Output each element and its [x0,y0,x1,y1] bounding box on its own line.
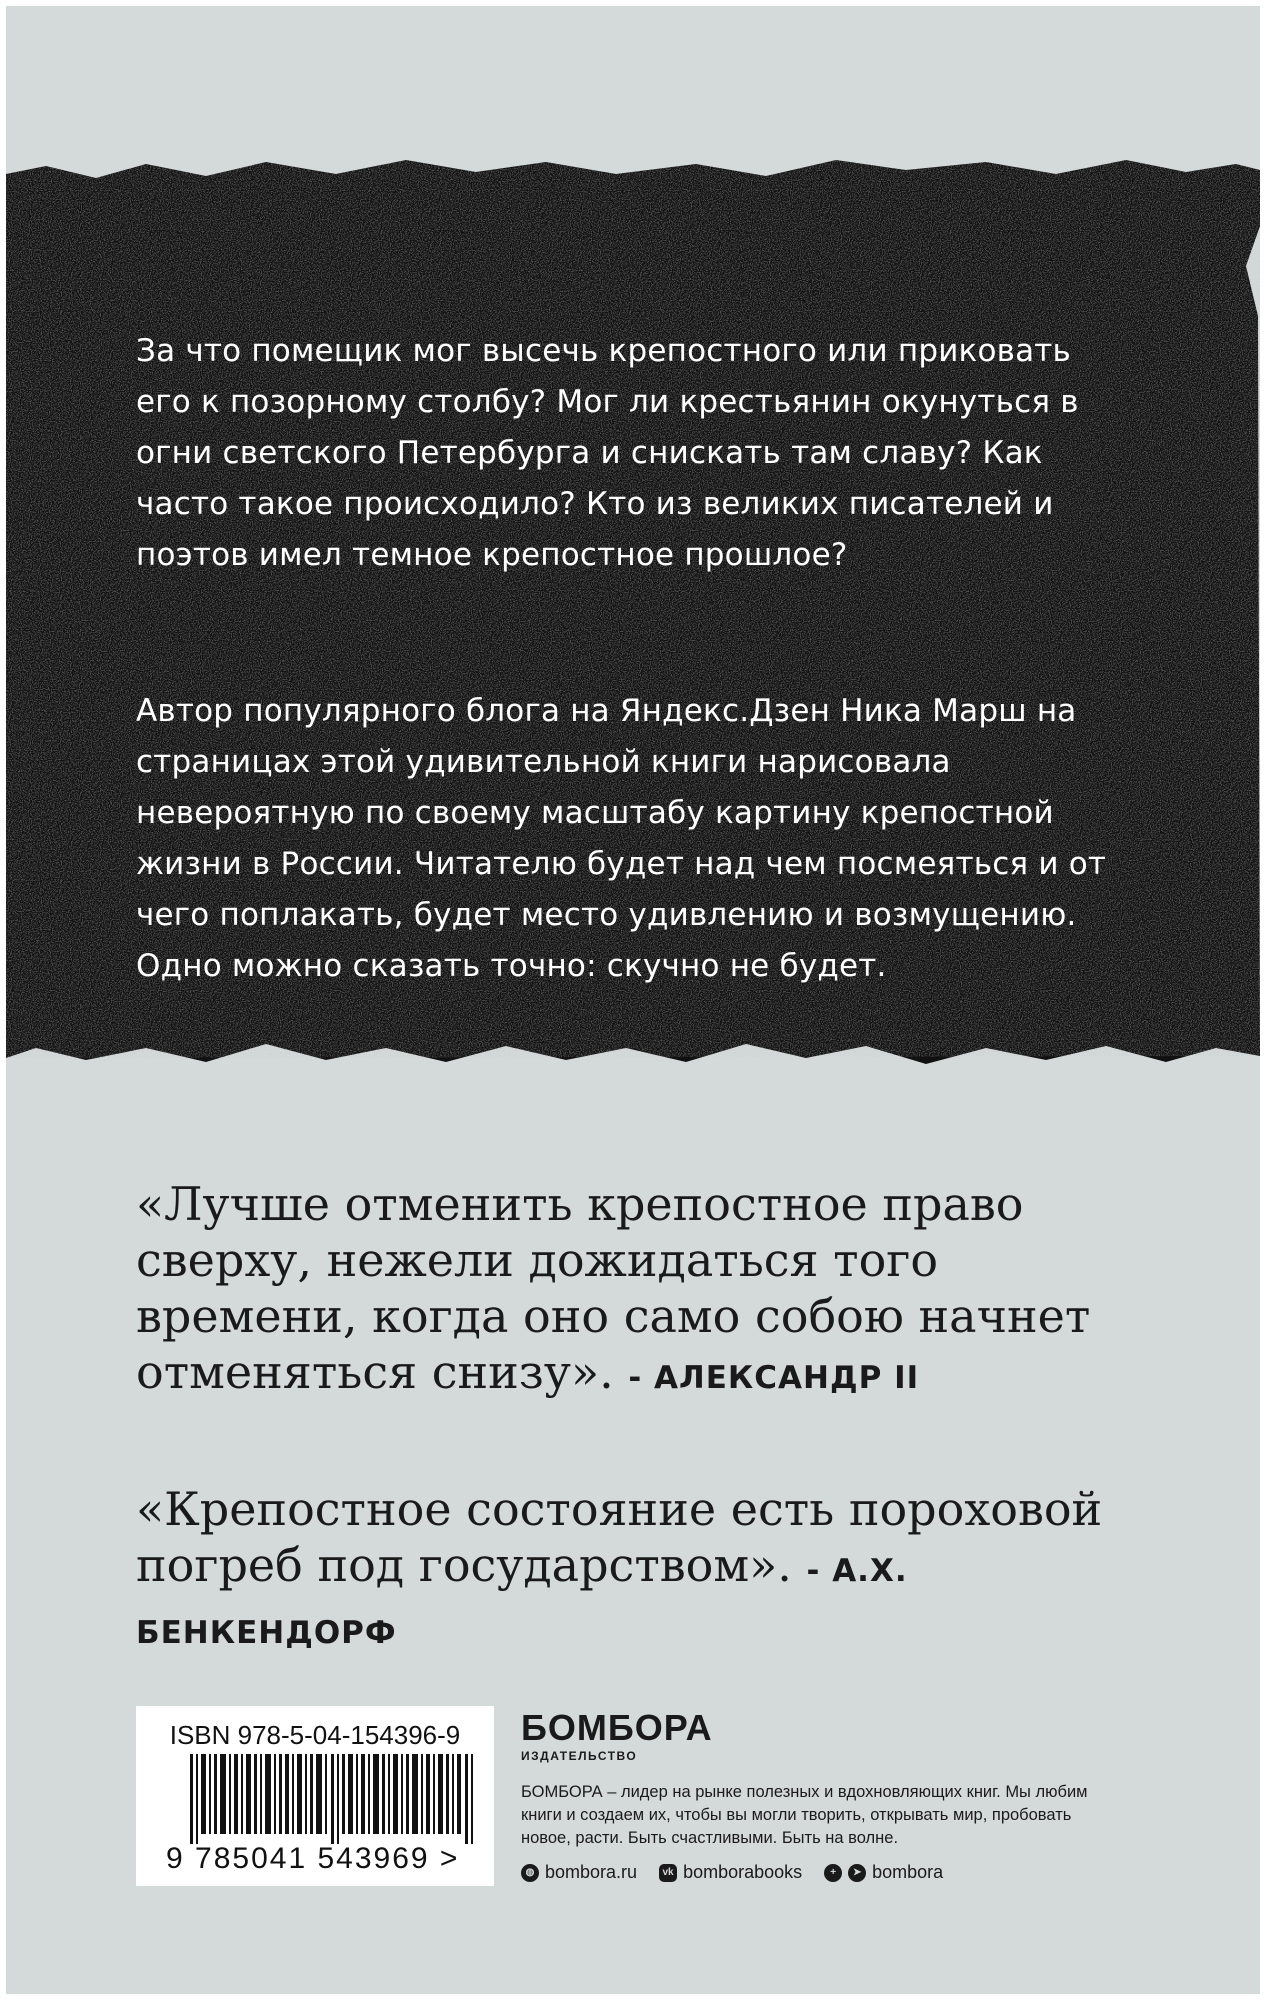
barcode-digits: 9 785041 543969 > [166,1842,460,1875]
isbn-number: ISBN 978-5-04-154396-9 [169,1720,461,1750]
barcode-box [136,1706,494,1886]
link-label: bombora [872,1862,944,1882]
link-vk[interactable] [659,1862,802,1883]
link-website[interactable] [521,1862,637,1883]
quote-alexander [136,1176,1136,1406]
telegram-icon: ➤ [848,1864,866,1882]
quote-benckendorff [136,1481,1136,1661]
blurb-paragraph-2 [136,686,1116,992]
link-label: bomborabooks [683,1862,803,1882]
quote-text: «Лучше отменить крепостное право сверху, нежели дожидаться того времени, когда оно само собою начнет отменяться снизу». [136,1177,1091,1399]
quote-author: - А.Х. БЕНКЕНДОРФ [136,1553,908,1651]
blurb-text-2: Автор популярного блога на Яндекс.Дзен Ника Марш на страницах этой удивительной книги нарисовала невероятную по своему масштабу картину крепостной жизни в России. Читателю будет над чем посмеяться и от чего поплакать, будет место удивлению и возмущению. Одно можно сказать точно: скучно не будет. [136,693,1107,984]
link-label: bombora.ru [545,1862,638,1882]
publisher-subtitle: ИЗДАТЕЛЬСТВО [521,1749,638,1763]
publisher-description: БОМБОРА – лидер на рынке полезных и вдохновляющих книг. Мы любим книги и создаем их, чтобы вы могли творить, открывать мир, пробовать новое, расти. Быть счастливыми. Быть на волне. [521,1783,1088,1847]
blurb-paragraph-1 [136,326,1116,581]
publisher-links [521,1862,1081,1883]
vk-icon: vk [659,1864,677,1882]
globe-icon: ◍ [521,1864,539,1882]
book-back-cover [6,6,1260,1994]
blurb-text-1: За что помещик мог высечь крепостного или приковать его к позорному столбу? Мог ли крестьянин окунуться в огни светского Петербурга и снискать там славу? Как часто такое происходило? Кто из великих писателей и поэтов имел темное крепостное прошлое? [136,333,1079,573]
quote-text: «Крепостное состояние есть пороховой погреб под государством». [136,1482,1103,1592]
quote-author: - АЛЕКСАНДР II [628,1360,920,1396]
publisher-block [521,1707,1088,1883]
publisher-logo: БОМБОРА [521,1707,713,1748]
plus-icon: + [824,1864,842,1882]
link-social[interactable] [824,1862,943,1883]
barcode-icon [190,1754,480,1844]
